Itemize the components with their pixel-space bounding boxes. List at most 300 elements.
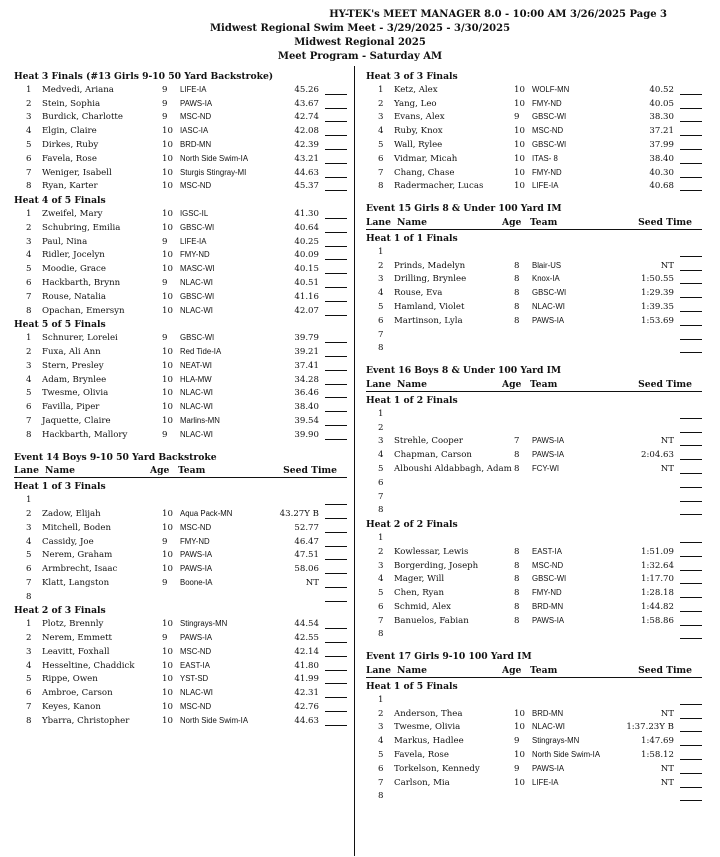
- swimmer-name: Ybarra, Christopher: [42, 715, 130, 726]
- seed-time: 42.74: [294, 112, 319, 123]
- entry-row: [366, 721, 702, 735]
- entry-row: [14, 139, 347, 153]
- swimmer-team: HLA-MW: [180, 374, 212, 384]
- swimmer-team: Boone-IA: [180, 577, 213, 587]
- swimmer-age: 10: [162, 264, 173, 275]
- swimmer-age: 8: [514, 588, 520, 599]
- age-header: Age: [150, 465, 170, 477]
- swimmer-team: WOLF-MN: [532, 84, 570, 94]
- swimmer-age: 9: [162, 84, 168, 95]
- swimmer-name: Alboushi Aldabbagh, Adam: [394, 463, 512, 474]
- swimmer-name: Klatt, Langston: [42, 577, 110, 588]
- swimmer-name: Vidmar, Micah: [394, 153, 458, 164]
- swimmer-name: Rippe, Owen: [42, 674, 98, 685]
- seed-time: 1:53.69: [641, 315, 674, 326]
- swimmer-name: Martinson, Lyla: [394, 315, 463, 326]
- entry-row: [366, 560, 702, 574]
- swimmer-age: 8: [514, 260, 520, 271]
- final-time-blank: [325, 573, 347, 574]
- swimmer-name: Armbrecht, Isaac: [42, 564, 118, 575]
- swimmer-age: 10: [162, 360, 173, 371]
- heat-label: Heat 4 of 5 Finals: [14, 195, 106, 207]
- swimmer-age: 9: [162, 577, 168, 588]
- final-time-blank: [680, 611, 702, 612]
- final-time-blank: [325, 149, 347, 150]
- swimmer-name: Hamland, Violet: [394, 301, 465, 312]
- entry-row: [14, 494, 347, 508]
- region-title: Midwest Regional 2025: [294, 37, 426, 48]
- lane-number: 3: [26, 112, 32, 123]
- final-time-blank: [325, 121, 347, 122]
- swimmer-team: LIFE-IA: [180, 236, 207, 246]
- swimmer-age: 9: [162, 112, 168, 123]
- final-time-blank: [680, 149, 702, 150]
- entry-row: [14, 360, 347, 374]
- seed-time: 39.21: [294, 346, 319, 357]
- swimmer-age: 9: [162, 277, 168, 288]
- swimmer-name: Mitchell, Boden: [42, 522, 112, 533]
- lane-number: 2: [26, 633, 32, 644]
- entry-row: [366, 504, 702, 518]
- entry-row: [366, 749, 702, 763]
- final-time-blank: [680, 432, 702, 433]
- final-time-blank: [325, 232, 347, 233]
- swimmer-name: Ruby, Knox: [394, 126, 443, 137]
- event-title: [366, 202, 702, 216]
- swimmer-name: Hesseltine, Chaddick: [42, 660, 135, 671]
- swimmer-name: Burdick, Charlotte: [42, 112, 123, 123]
- lane-number: 2: [378, 546, 384, 557]
- swimmer-age: 10: [514, 139, 525, 150]
- seed-time: 43.67: [294, 98, 319, 109]
- seed-time: NT: [660, 436, 674, 447]
- swimmer-team: North Side Swim-IA: [180, 153, 249, 163]
- swimmer-team: PAWS-IA: [180, 564, 213, 574]
- spacer: [366, 194, 702, 202]
- lane-number: 3: [378, 560, 384, 571]
- entry-row: [14, 536, 347, 550]
- entry-row: [14, 563, 347, 577]
- entry-row: [366, 125, 702, 139]
- swimmer-name: Drilling, Brynlee: [394, 274, 467, 285]
- lane-number: 6: [378, 763, 384, 774]
- swimmer-age: 10: [162, 688, 173, 699]
- entry-row: [14, 263, 347, 277]
- entry-row: [14, 277, 347, 291]
- lane-number: 8: [378, 505, 384, 516]
- lane-number: 6: [26, 564, 32, 575]
- lane-number: 5: [26, 388, 32, 399]
- seed-time: 38.30: [649, 112, 674, 123]
- lane-number: 8: [378, 181, 384, 192]
- heat-label: Heat 3 Finals (#13 Girls 9-10 50 Yard Backstroke): [14, 71, 274, 82]
- final-time-blank: [325, 628, 347, 629]
- column-header-row: [14, 464, 347, 478]
- swimmer-team: NLAC-WI: [180, 305, 213, 315]
- swimmer-name: Chapman, Carson: [394, 450, 472, 461]
- entry-row: [14, 401, 347, 415]
- final-time-blank: [680, 283, 702, 284]
- lane-number: 8: [26, 429, 32, 440]
- final-time-blank: [325, 301, 347, 302]
- lane-number: 2: [378, 422, 384, 433]
- seed-time: 44.54: [294, 619, 319, 630]
- heat-label: Heat 5 of 5 Finals: [14, 319, 106, 331]
- lane-number: 6: [378, 153, 384, 164]
- entry-row: [366, 573, 702, 587]
- entry-row: [366, 287, 702, 301]
- seed-header: Seed Time: [638, 378, 692, 390]
- lane-number: 7: [378, 167, 384, 178]
- entry-row: [366, 532, 702, 546]
- final-time-blank: [680, 514, 702, 515]
- heat-header: [366, 680, 702, 694]
- swimmer-name: Ryan, Karter: [42, 181, 98, 192]
- swimmer-team: GBSC-WI: [180, 222, 215, 232]
- seed-time: 38.40: [649, 153, 674, 164]
- lane-number: 7: [26, 167, 32, 178]
- right-column: [366, 70, 702, 804]
- heat-label: Heat 1 of 2 Finals: [366, 394, 458, 406]
- swimmer-team: LIFE-IA: [180, 84, 207, 94]
- entry-row: [14, 305, 347, 319]
- seed-time: NT: [660, 763, 674, 774]
- swimmer-team: LIFE-IA: [532, 777, 559, 787]
- swimmer-team: GBSC-WI: [180, 333, 215, 343]
- swimmer-age: 10: [514, 777, 525, 788]
- final-time-blank: [325, 135, 347, 136]
- heat-header: [366, 518, 702, 532]
- column-header-row: [366, 378, 702, 392]
- swimmer-team: MSC-ND: [532, 560, 564, 570]
- swimmer-name: Ketz, Alex: [394, 84, 438, 95]
- swimmer-age: 10: [162, 522, 173, 533]
- entry-row: [366, 260, 702, 274]
- swimmer-name: Rouse, Eva: [394, 288, 443, 299]
- seed-time: NT: [660, 260, 674, 271]
- final-time-blank: [680, 270, 702, 271]
- swimmer-age: 9: [162, 633, 168, 644]
- seed-time: 42.31: [294, 688, 319, 699]
- seed-time: 58.06: [294, 564, 319, 575]
- swimmer-age: 10: [514, 181, 525, 192]
- swimmer-name: Chang, Chase: [394, 167, 455, 178]
- swimmer-team: EAST-IA: [532, 546, 562, 556]
- seed-time: 2:04.63: [641, 450, 674, 461]
- lane-number: 7: [378, 615, 384, 626]
- entry-row: [14, 180, 347, 194]
- swimmer-name: Carlson, Mia: [394, 777, 450, 788]
- seed-time: NT: [660, 777, 674, 788]
- swimmer-name: Hackbarth, Brynn: [42, 277, 121, 288]
- swimmer-name: Favela, Rose: [42, 153, 97, 164]
- swimmer-age: 8: [514, 574, 520, 585]
- final-time-blank: [680, 625, 702, 626]
- final-time-blank: [680, 487, 702, 488]
- seed-time: 43.27Y B: [279, 508, 319, 519]
- column-header-row: [366, 664, 702, 678]
- swimmer-name: Radermacher, Lucas: [394, 181, 484, 192]
- lane-number: 8: [26, 305, 32, 316]
- entry-row: [14, 208, 347, 222]
- lane-number: 2: [26, 222, 32, 233]
- swimmer-name: Medvedi, Ariana: [42, 84, 114, 95]
- swimmer-age: 10: [514, 708, 525, 719]
- lane-number: 4: [378, 736, 384, 747]
- final-time-blank: [325, 190, 347, 191]
- seed-time: 1:28.18: [641, 588, 674, 599]
- event-title: [366, 650, 702, 664]
- lane-number: 5: [26, 264, 32, 275]
- entry-row: [366, 273, 702, 287]
- lane-number: 5: [378, 463, 384, 474]
- seed-time: 1:37.23Y B: [626, 722, 674, 733]
- seed-time: 38.40: [294, 402, 319, 413]
- seed-time: NT: [660, 708, 674, 719]
- swimmer-name: Schubring, Emilia: [42, 222, 121, 233]
- lane-number: 8: [26, 181, 32, 192]
- seed-time: NT: [660, 463, 674, 474]
- final-time-blank: [325, 642, 347, 643]
- swimmer-age: 10: [162, 374, 173, 385]
- entry-row: [14, 618, 347, 632]
- lane-number: 3: [26, 522, 32, 533]
- swimmer-team: Red Tide-IA: [180, 346, 222, 356]
- lane-number: 5: [378, 588, 384, 599]
- swimmer-team: LIFE-IA: [532, 181, 559, 191]
- swimmer-team: FMY-ND: [532, 588, 562, 598]
- seed-time: 45.26: [294, 84, 319, 95]
- swimmer-team: NLAC-WI: [532, 301, 565, 311]
- swimmer-team: MSC-ND: [180, 181, 212, 191]
- swimmer-team: FMY-ND: [180, 250, 210, 260]
- swimmer-name: Favela, Rose: [394, 750, 449, 761]
- entry-row: [14, 153, 347, 167]
- swimmer-team: MSC-ND: [180, 522, 212, 532]
- swimmer-team: PAWS-IA: [532, 450, 565, 460]
- seed-time: 43.21: [294, 153, 319, 164]
- swimmer-name: Hackbarth, Mallory: [42, 429, 128, 440]
- final-time-blank: [325, 559, 347, 560]
- seed-time: 42.14: [294, 646, 319, 657]
- final-time-blank: [325, 425, 347, 426]
- swimmer-age: 10: [162, 305, 173, 316]
- final-time-blank: [680, 256, 702, 257]
- seed-time: 37.21: [649, 126, 674, 137]
- entry-row: [366, 139, 702, 153]
- entry-row: [14, 125, 347, 139]
- swimmer-age: 10: [162, 181, 173, 192]
- swimmer-age: 10: [162, 167, 173, 178]
- final-time-blank: [680, 773, 702, 774]
- final-time-blank: [680, 418, 702, 419]
- seed-time: 42.39: [294, 139, 319, 150]
- entry-row: [366, 329, 702, 343]
- swimmer-name: Elgin, Claire: [42, 126, 97, 137]
- swimmer-team: GBSC-WI: [532, 112, 567, 122]
- entry-row: [14, 84, 347, 98]
- lane-number: 6: [26, 688, 32, 699]
- entry-row: [366, 315, 702, 329]
- swimmer-team: NLAC-WI: [180, 402, 213, 412]
- seed-time: 41.30: [294, 208, 319, 219]
- final-time-blank: [680, 121, 702, 122]
- event-title: [366, 364, 702, 378]
- lane-number: 7: [26, 702, 32, 713]
- lane-number: 2: [26, 508, 32, 519]
- swimmer-team: NEAT-WI: [180, 360, 212, 370]
- entry-row: [366, 153, 702, 167]
- entry-row: [14, 111, 347, 125]
- swimmer-name: Plotz, Brennly: [42, 619, 104, 630]
- seed-time: 40.09: [294, 250, 319, 261]
- lane-number: 3: [26, 360, 32, 371]
- final-time-blank: [680, 501, 702, 502]
- swimmer-age: 10: [162, 346, 173, 357]
- seed-time: 1:50.55: [641, 274, 674, 285]
- lane-number: 6: [378, 315, 384, 326]
- swimmer-age: 10: [162, 564, 173, 575]
- lane-number: 3: [378, 112, 384, 123]
- final-time-blank: [680, 597, 702, 598]
- swimmer-team: FMY-ND: [532, 167, 562, 177]
- swimmer-name: Borgerding, Joseph: [394, 560, 479, 571]
- final-time-blank: [680, 556, 702, 557]
- heat-header: [366, 70, 702, 84]
- seed-time: 52.77: [294, 522, 319, 533]
- swimmer-team: BRD-MN: [532, 708, 564, 718]
- swimmer-age: 10: [514, 722, 525, 733]
- lane-number: 4: [378, 450, 384, 461]
- entry-row: [14, 687, 347, 701]
- swimmer-team: North Side Swim-IA: [180, 715, 249, 725]
- final-time-blank: [325, 246, 347, 247]
- column-header-row: [366, 216, 702, 230]
- final-time-blank: [325, 439, 347, 440]
- entry-row: [14, 715, 347, 729]
- final-time-blank: [325, 384, 347, 385]
- swimmer-team: PAWS-IA: [180, 550, 213, 560]
- swimmer-team: NLAC-WI: [180, 429, 213, 439]
- seed-time: 40.51: [294, 277, 319, 288]
- lane-number: 5: [26, 674, 32, 685]
- swimmer-age: 10: [514, 750, 525, 761]
- age-header: Age: [502, 665, 522, 677]
- swimmer-name: Chen, Ryan: [394, 588, 445, 599]
- lane-number: 4: [378, 288, 384, 299]
- event-label: Event 17 Girls 9-10 100 Yard IM: [366, 651, 532, 663]
- swimmer-name: Cassidy, Joe: [42, 536, 94, 547]
- swimmer-name: Weniger, Isabell: [42, 167, 112, 178]
- swimmer-name: Strehle, Cooper: [394, 436, 463, 447]
- swimmer-age: 10: [162, 153, 173, 164]
- swimmer-name: Opachan, Emersyn: [42, 305, 125, 316]
- swimmer-name: Wall, Rylee: [394, 139, 443, 150]
- final-time-blank: [680, 704, 702, 705]
- spacer: [366, 356, 702, 364]
- final-time-blank: [325, 601, 347, 602]
- swimmer-team: GBSC-WI: [180, 291, 215, 301]
- final-time-blank: [325, 546, 347, 547]
- seed-time: 37.99: [649, 139, 674, 150]
- final-time-blank: [680, 731, 702, 732]
- entry-row: [366, 84, 702, 98]
- final-time-blank: [325, 356, 347, 357]
- lane-number: 6: [26, 277, 32, 288]
- lane-number: 2: [378, 98, 384, 109]
- entry-row: [366, 180, 702, 194]
- final-time-blank: [680, 325, 702, 326]
- swimmer-age: 10: [162, 674, 173, 685]
- lane-header: Lane: [366, 378, 391, 390]
- seed-time: 42.08: [294, 126, 319, 137]
- lane-number: 4: [26, 126, 32, 137]
- swimmer-age: 10: [514, 98, 525, 109]
- heat-header: [14, 480, 347, 494]
- seed-time: 1:39.35: [641, 301, 674, 312]
- heat-header: [14, 194, 347, 208]
- lane-number: 2: [378, 260, 384, 271]
- swimmer-age: 8: [514, 560, 520, 571]
- swimmer-team: PAWS-IA: [532, 615, 565, 625]
- final-time-blank: [325, 163, 347, 164]
- swimmer-age: 10: [162, 415, 173, 426]
- swimmer-team: Blair-US: [532, 260, 562, 270]
- swimmer-team: Aqua Pack-MN: [180, 508, 233, 518]
- lane-number: 1: [378, 694, 384, 705]
- swimmer-age: 9: [162, 429, 168, 440]
- entry-row: [366, 477, 702, 491]
- swimmer-age: 9: [514, 112, 520, 123]
- heat-label: Heat 3 of 3 Finals: [366, 71, 458, 82]
- spacer: [366, 642, 702, 650]
- entry-row: [366, 422, 702, 436]
- entry-row: [366, 435, 702, 449]
- final-time-blank: [325, 725, 347, 726]
- column-divider: [354, 66, 355, 856]
- swimmer-team: Knox-IA: [532, 274, 560, 284]
- final-time-blank: [680, 352, 702, 353]
- swimmer-name: Mager, Will: [394, 574, 445, 585]
- lane-number: 3: [26, 236, 32, 247]
- final-time-blank: [680, 445, 702, 446]
- swimmer-team: GBSC-WI: [532, 574, 567, 584]
- seed-time: 1:17.70: [641, 574, 674, 585]
- seed-time: 1:47.69: [641, 736, 674, 747]
- entry-row: [366, 111, 702, 125]
- seed-time: NT: [305, 577, 319, 588]
- lane-number: 7: [378, 491, 384, 502]
- heat-label: Heat 2 of 3 Finals: [14, 605, 106, 617]
- program-title: Meet Program - Saturday AM: [277, 51, 443, 62]
- swimmer-team: NLAC-WI: [532, 722, 565, 732]
- swimmer-team: ITAS- 8: [532, 153, 558, 163]
- seed-time: 44.63: [294, 715, 319, 726]
- lane-number: 2: [378, 708, 384, 719]
- entry-row: [366, 463, 702, 477]
- name-header: Name: [397, 665, 427, 677]
- swimmer-age: 10: [162, 646, 173, 657]
- lane-number: 3: [378, 722, 384, 733]
- final-time-blank: [325, 397, 347, 398]
- swimmer-team: EAST-IA: [180, 660, 210, 670]
- lane-number: 1: [26, 333, 32, 344]
- seed-time: 37.41: [294, 360, 319, 371]
- entry-row: [366, 546, 702, 560]
- seed-time: 40.15: [294, 264, 319, 275]
- final-time-blank: [680, 190, 702, 191]
- entry-row: [366, 763, 702, 777]
